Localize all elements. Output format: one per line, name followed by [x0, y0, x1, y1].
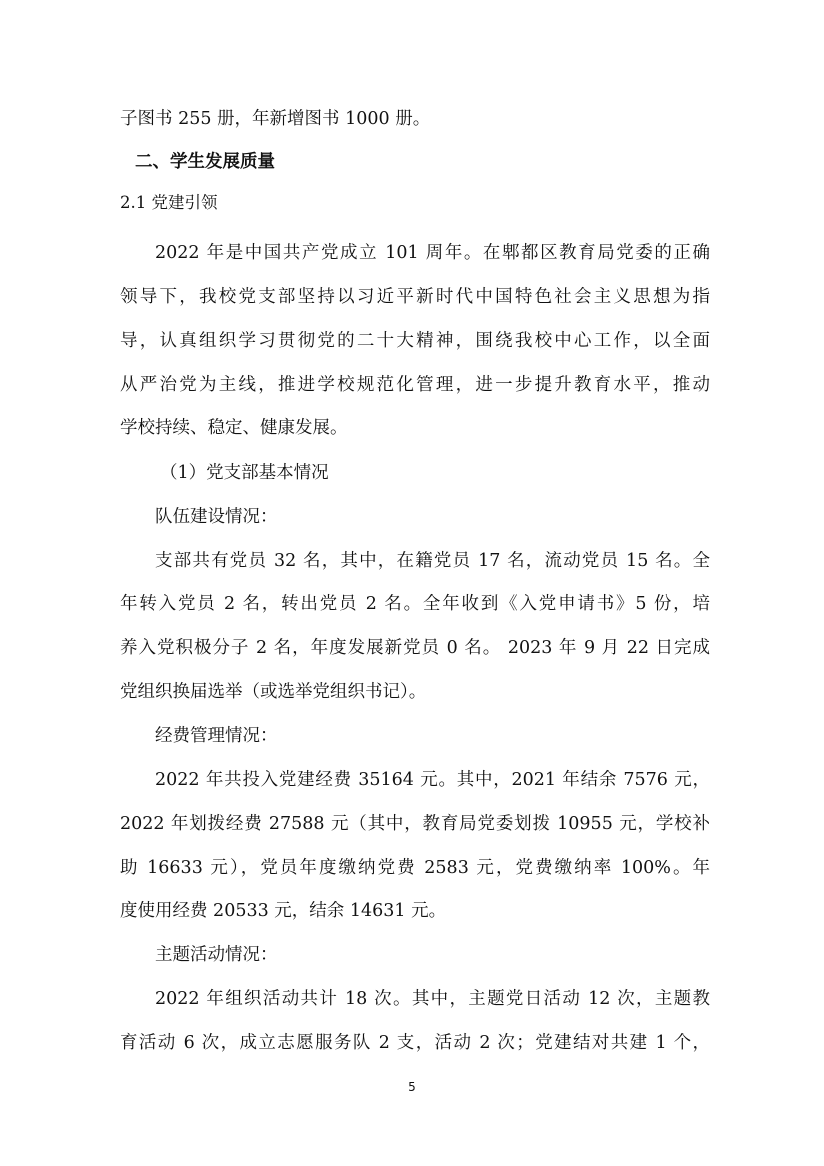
page-number: 5	[408, 1080, 416, 1094]
paragraph-line: 支部共有党员 32 名，其中，在籍党员 17 名，流动党员 15 名。全	[155, 551, 710, 571]
paragraph-line: 年转入党员 2 名，转出党员 2 名。全年收到《入党申请书》5 份，培	[120, 594, 710, 614]
paragraph-line: 党组织换届选举（或选举党组织书记）。	[120, 682, 427, 702]
label-theme-activities: 主题活动情况：	[155, 945, 278, 965]
paragraph-line: 导，认真组织学习贯彻党的二十大精神，围绕我校中心工作，以全面	[120, 331, 710, 351]
paragraph-line: 学校持续、稳定、健康发展。	[120, 418, 348, 438]
paragraph-line: 助 16633 元），党员年度缴纳党费 2583 元，党费缴纳率 100%。年	[120, 858, 710, 878]
paragraph-line: 2022 年共投入党建经费 35164 元。其中，2021 年结余 7576 元，	[155, 770, 710, 790]
paragraph-line: 2022 年划拨经费 27588 元（其中，教育局党委划拨 10955 元，学校补	[120, 814, 710, 834]
subsection-heading-party-building: 2.1 党建引领	[120, 193, 218, 212]
paragraph-line: 领导下，我校党支部坚持以习近平新时代中国特色社会主义思想为指	[120, 287, 710, 307]
text-line-library-books: 子图书 255 册，年新增图书 1000 册。	[120, 109, 431, 129]
section-heading-student-development: 二、学生发展质量	[135, 152, 275, 172]
paragraph-line: 度使用经费 20533 元，结余 14631 元。	[120, 901, 447, 921]
paragraph-line: 育活动 6 次，成立志愿服务队 2 支，活动 2 次；党建结对共建 1 个，	[120, 1033, 710, 1053]
paragraph-line: 2022 年是中国共产党成立 101 周年。在郫都区教育局党委的正确	[155, 243, 710, 263]
label-team-building: 队伍建设情况：	[155, 507, 278, 527]
paragraph-line: 养入党积极分子 2 名，年度发展新党员 0 名。 2023 年 9 月 22 日完成	[120, 638, 710, 658]
paragraph-line: 从严治党为主线，推进学校规范化管理，进一步提升教育水平，推动	[120, 375, 710, 395]
label-funds-management: 经费管理情况：	[155, 726, 278, 746]
subheading-branch-basic-info: （1）党支部基本情况	[160, 463, 329, 483]
paragraph-line: 2022 年组织活动共计 18 次。其中，主题党日活动 12 次，主题教	[155, 989, 710, 1009]
